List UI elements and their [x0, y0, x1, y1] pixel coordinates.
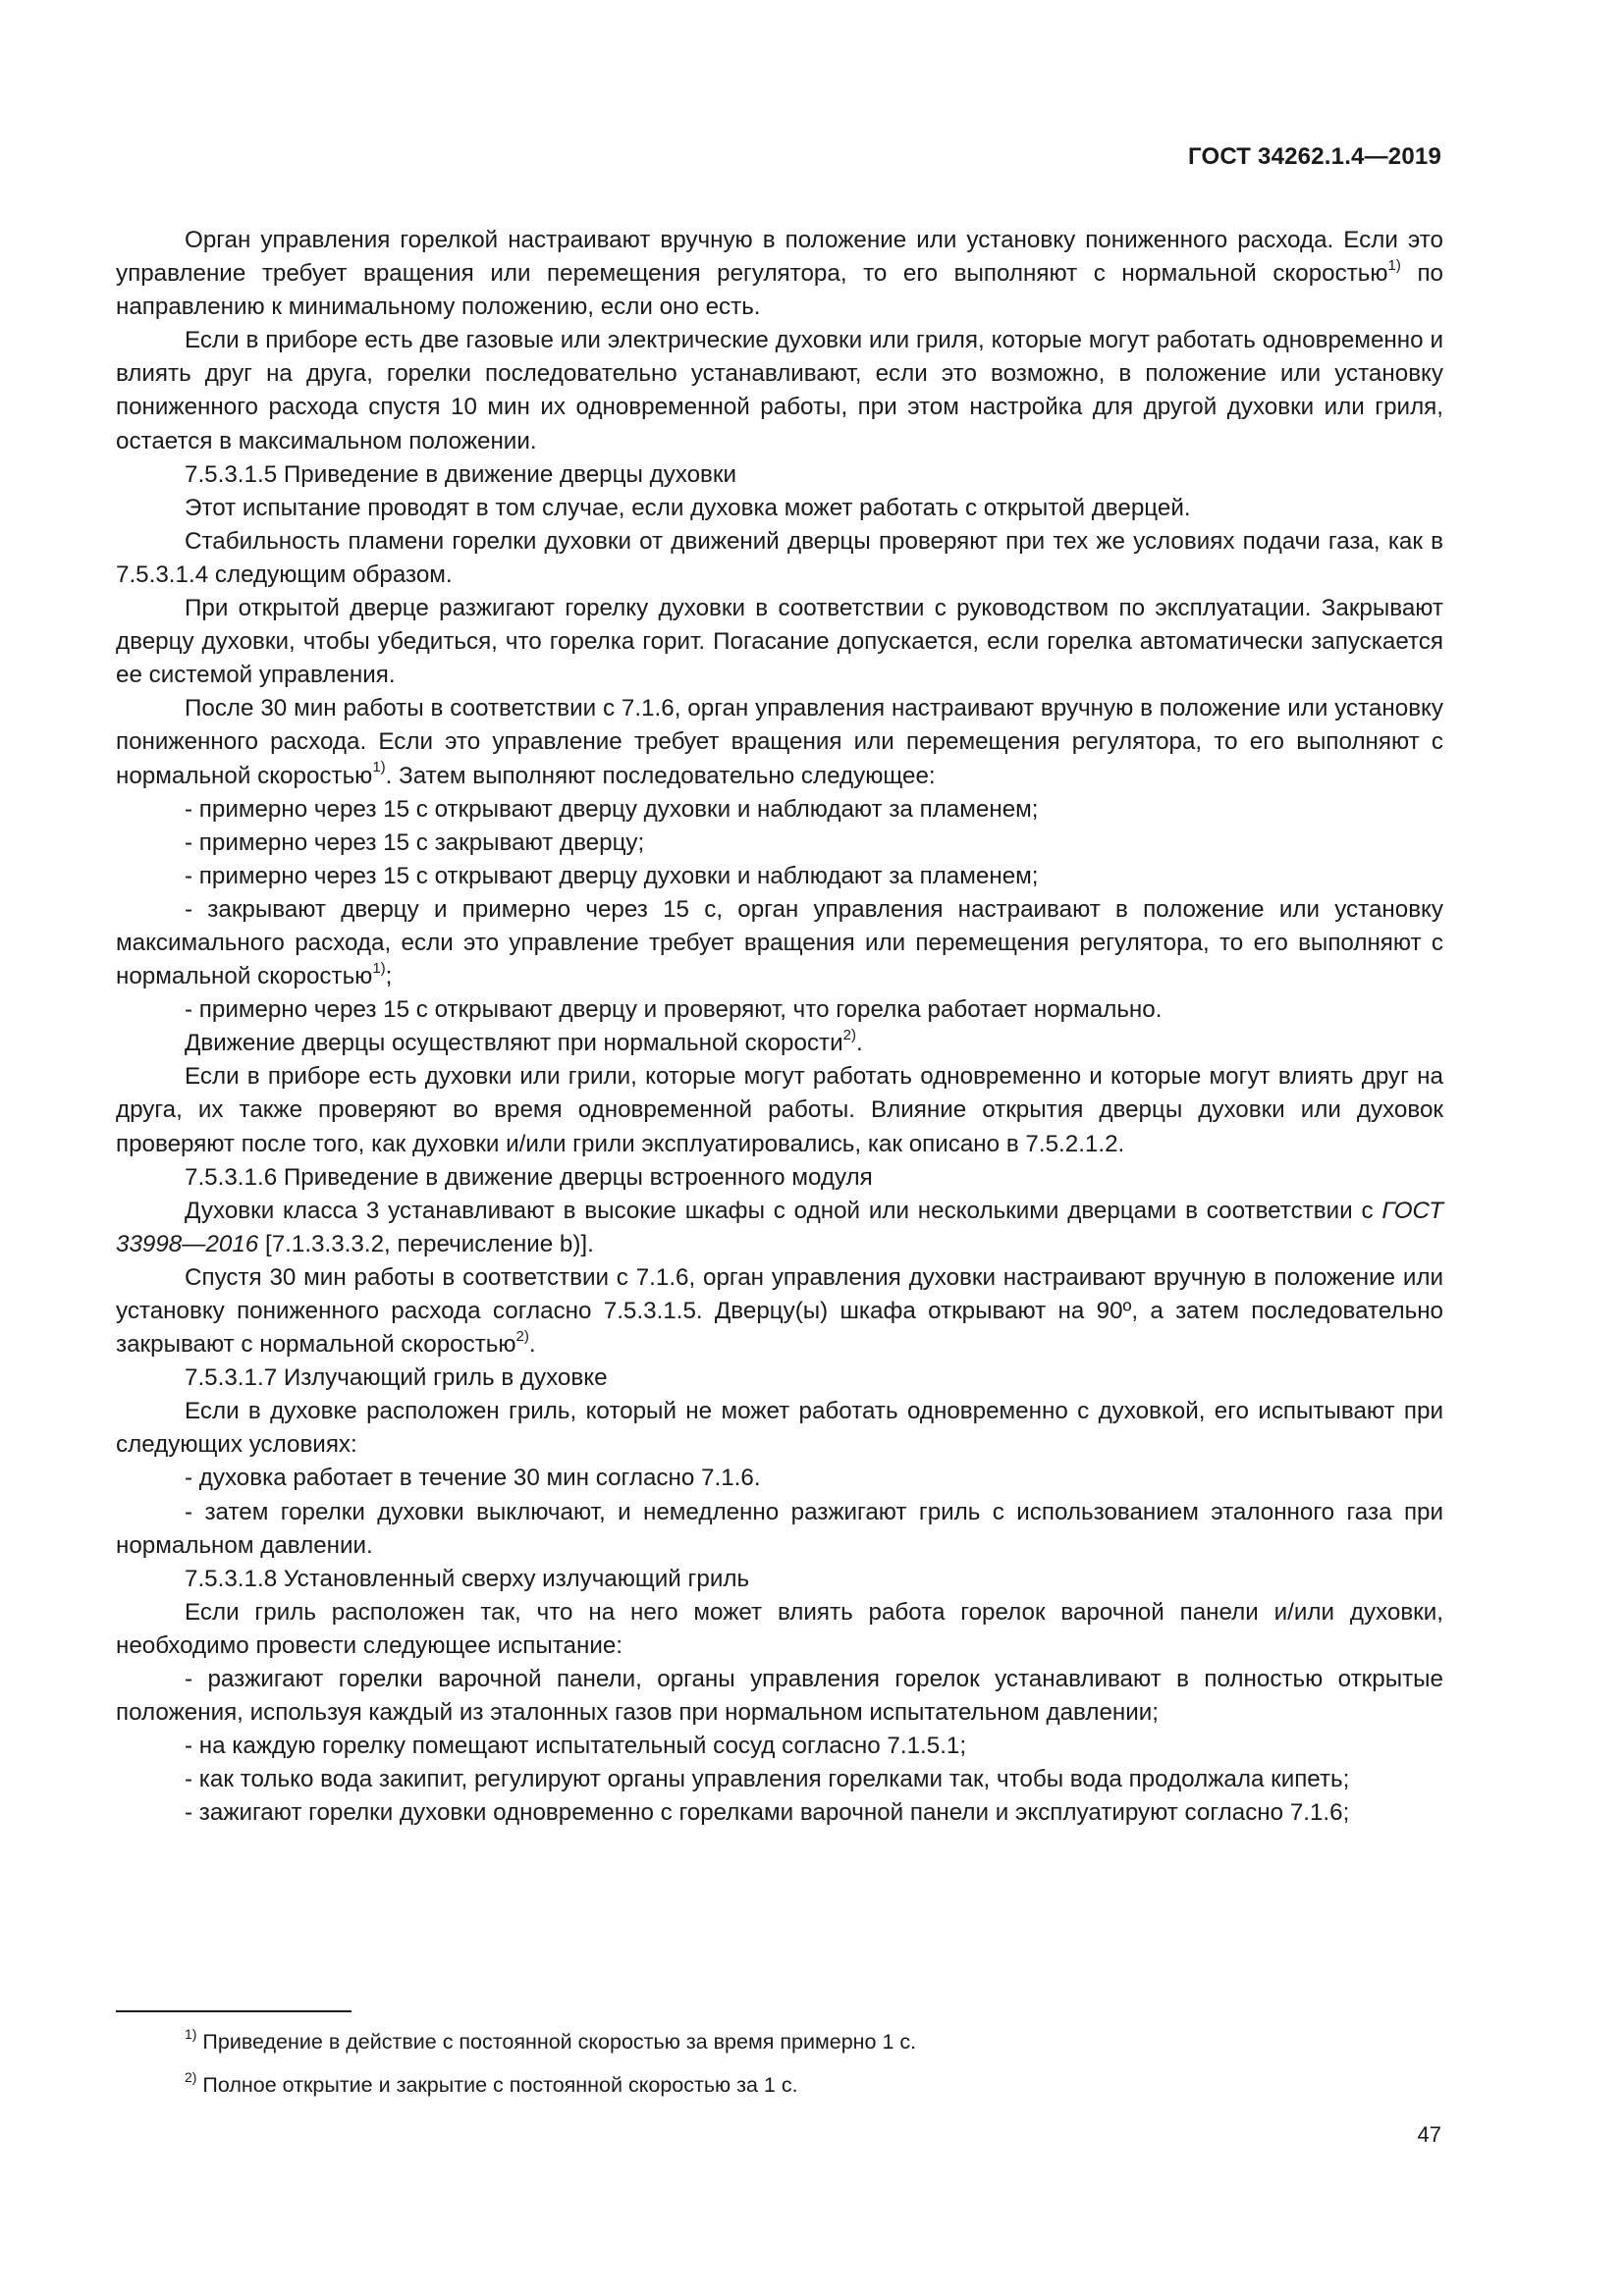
list-item: - примерно через 15 с закрывают дверцу;: [185, 828, 645, 856]
list-item: - примерно через 15 с открывают дверцу духовки и наблюдают за пламенем;: [185, 862, 1039, 889]
paragraph: Движение дверцы осуществляют при нормальной скорости$^{2)}$.: [185, 1027, 863, 1057]
paragraph: Если в приборе есть духовки или грили, которые могут работать одновременно и которые могут влиять друг на друга, их также проверяют во время одновременной работы. Влияние открытия дверцы духовки или духовок проверяют после того, как духовки и/или грили эксплуатировались, как описано в 7.5.2.1.2.: [116, 1063, 1443, 1157]
paragraph: Если в духовке расположен гриль, который не может работать одновременно с духовкой, его испытывают при следующих условиях:: [116, 1398, 1443, 1459]
footnote-ref[interactable]: 2): [842, 1027, 856, 1044]
footnote-mark: 2): [185, 2068, 197, 2085]
list-item: - разжигают горелки варочной панели, органы управления горелок устанавливают в полностью открытые положения, используя каждый из эталонных газов при нормальном испытательном давлении;: [116, 1666, 1443, 1727]
section-heading: 7.5.3.1.7 Излучающий гриль в духовке: [185, 1364, 608, 1392]
footnote-ref[interactable]: 2): [515, 1328, 529, 1346]
footnote-mark: 1): [185, 2025, 197, 2042]
list-item: - закрывают дверцу и примерно через 15 с, орган управления настраивают в положение или установку максимального расхода, если это управление требует вращения или перемещения регулятора, то его выполняют с нормальной скоростью$^{1)}$;: [116, 895, 1443, 990]
section-heading: 7.5.3.1.5 Приведение в движение дверцы духовки: [185, 460, 737, 488]
list-item: - затем горелки духовки выключают, и немедленно разжигают гриль с использованием эталонного газа при нормальном давлении.: [116, 1498, 1443, 1559]
footnote-ref[interactable]: 1): [372, 759, 386, 776]
footnotes: [185, 2020, 1441, 2107]
standard-reference[interactable]: ГОСТ 33998—2016: [116, 1197, 1443, 1257]
list-item: - примерно через 15 с открывают дверцу и проверяют, что горелка работает нормально.: [185, 996, 1163, 1024]
paragraph: Стабильность пламени горелки духовки от движений дверцы проверяют при тех же условиях подачи газа, как в 7.5.3.1.4 следующим образом.: [116, 527, 1443, 588]
footnote-ref[interactable]: 1): [1387, 257, 1401, 275]
section-heading: 7.5.3.1.6 Приведение в движение дверцы встроенного модуля: [185, 1163, 873, 1191]
footnote: $^{1)}$ Приведение в действие с постоянной скоростью за время примерно 1 с.: [185, 2025, 917, 2054]
page-number: 47: [1417, 2122, 1441, 2147]
paragraph: Если в приборе есть две газовые или электрические духовки или гриля, которые могут работать одновременно и влиять друг на друга, горелки последовательно устанавливают, если это возможно, в положение или установку пониженного расхода спустя 10 мин их одновременной работы, при этом настройка для другой духовки или гриля, остается в максимальном положении.: [116, 327, 1443, 454]
paragraph: Спустя 30 мин работы в соответствии с 7.1.6, орган управления духовки настраивают вручную в положение или установку пониженного расхода согласно 7.5.3.1.5. Дверцу(ы) шкафа открывают на 90º, а затем последовательно закрывают с нормальной скоростью$^{2)}$.: [116, 1263, 1443, 1359]
list-item: - на каждую горелку помещают испытательный сосуд согласно 7.1.5.1;: [185, 1733, 967, 1760]
list-item: - зажигают горелки духовки одновременно с горелками варочной панели и эксплуатируют согласно 7.1.6;: [185, 1799, 1350, 1827]
section-heading: 7.5.3.1.8 Установленный сверху излучающий гриль: [185, 1565, 750, 1592]
paragraph: Этот испытание проводят в том случае, если духовка может работать с открытой дверцей.: [185, 494, 1191, 521]
standard-code-header: ГОСТ 34262.1.4—2019: [1188, 143, 1441, 170]
footnote-ref[interactable]: 1): [372, 960, 386, 977]
footnote: $^{2)}$ Полное открытие и закрытие с постоянной скоростью за 1 с.: [185, 2068, 798, 2097]
paragraph: При открытой дверце разжигают горелку духовки в соответствии с руководством по эксплуатации. Закрывают дверцу духовки, чтобы убедиться, что горелка горит. Погасание допускается, если горелка автоматически запускается ее системой управления.: [116, 595, 1443, 689]
paragraph: Духовки класса 3 устанавливают в высокие шкафы с одной или несколькими дверцами в соответствии с ГОСТ 33998—2016 [7.1.3.3.3.2, перечисление b)].: [116, 1197, 1443, 1257]
paragraph: После 30 мин работы в соответствии с 7.1.6, орган управления настраивают вручную в положение или установку пониженного расхода. Если это управление требует вращения или перемещения регулятора, то его выполняют с нормальной скоростью$^{1)}$. Затем выполняют последовательно следующее:: [116, 695, 1443, 789]
list-item: - как только вода закипит, регулируют органы управления горелками так, чтобы вода продолжала кипеть;: [185, 1766, 1350, 1793]
body-text: [116, 224, 1443, 1831]
paragraph: Орган управления горелкой настраивают вручную в положение или установку пониженного расхода. Если это управление требует вращения или перемещения регулятора, то его выполняют с нормальной скоростью$^{1)}$ по направлению к минимальному положению, если оно есть.: [116, 227, 1443, 321]
footnote-divider: [116, 2010, 352, 2012]
paragraph: Если гриль расположен так, что на него может влиять работа горелок варочной панели и/или духовки, необходимо провести следующее испытание:: [116, 1598, 1443, 1659]
list-item: - духовка работает в течение 30 мин согласно 7.1.6.: [185, 1465, 761, 1492]
list-item: - примерно через 15 с открывают дверцу духовки и наблюдают за пламенем;: [185, 795, 1039, 823]
